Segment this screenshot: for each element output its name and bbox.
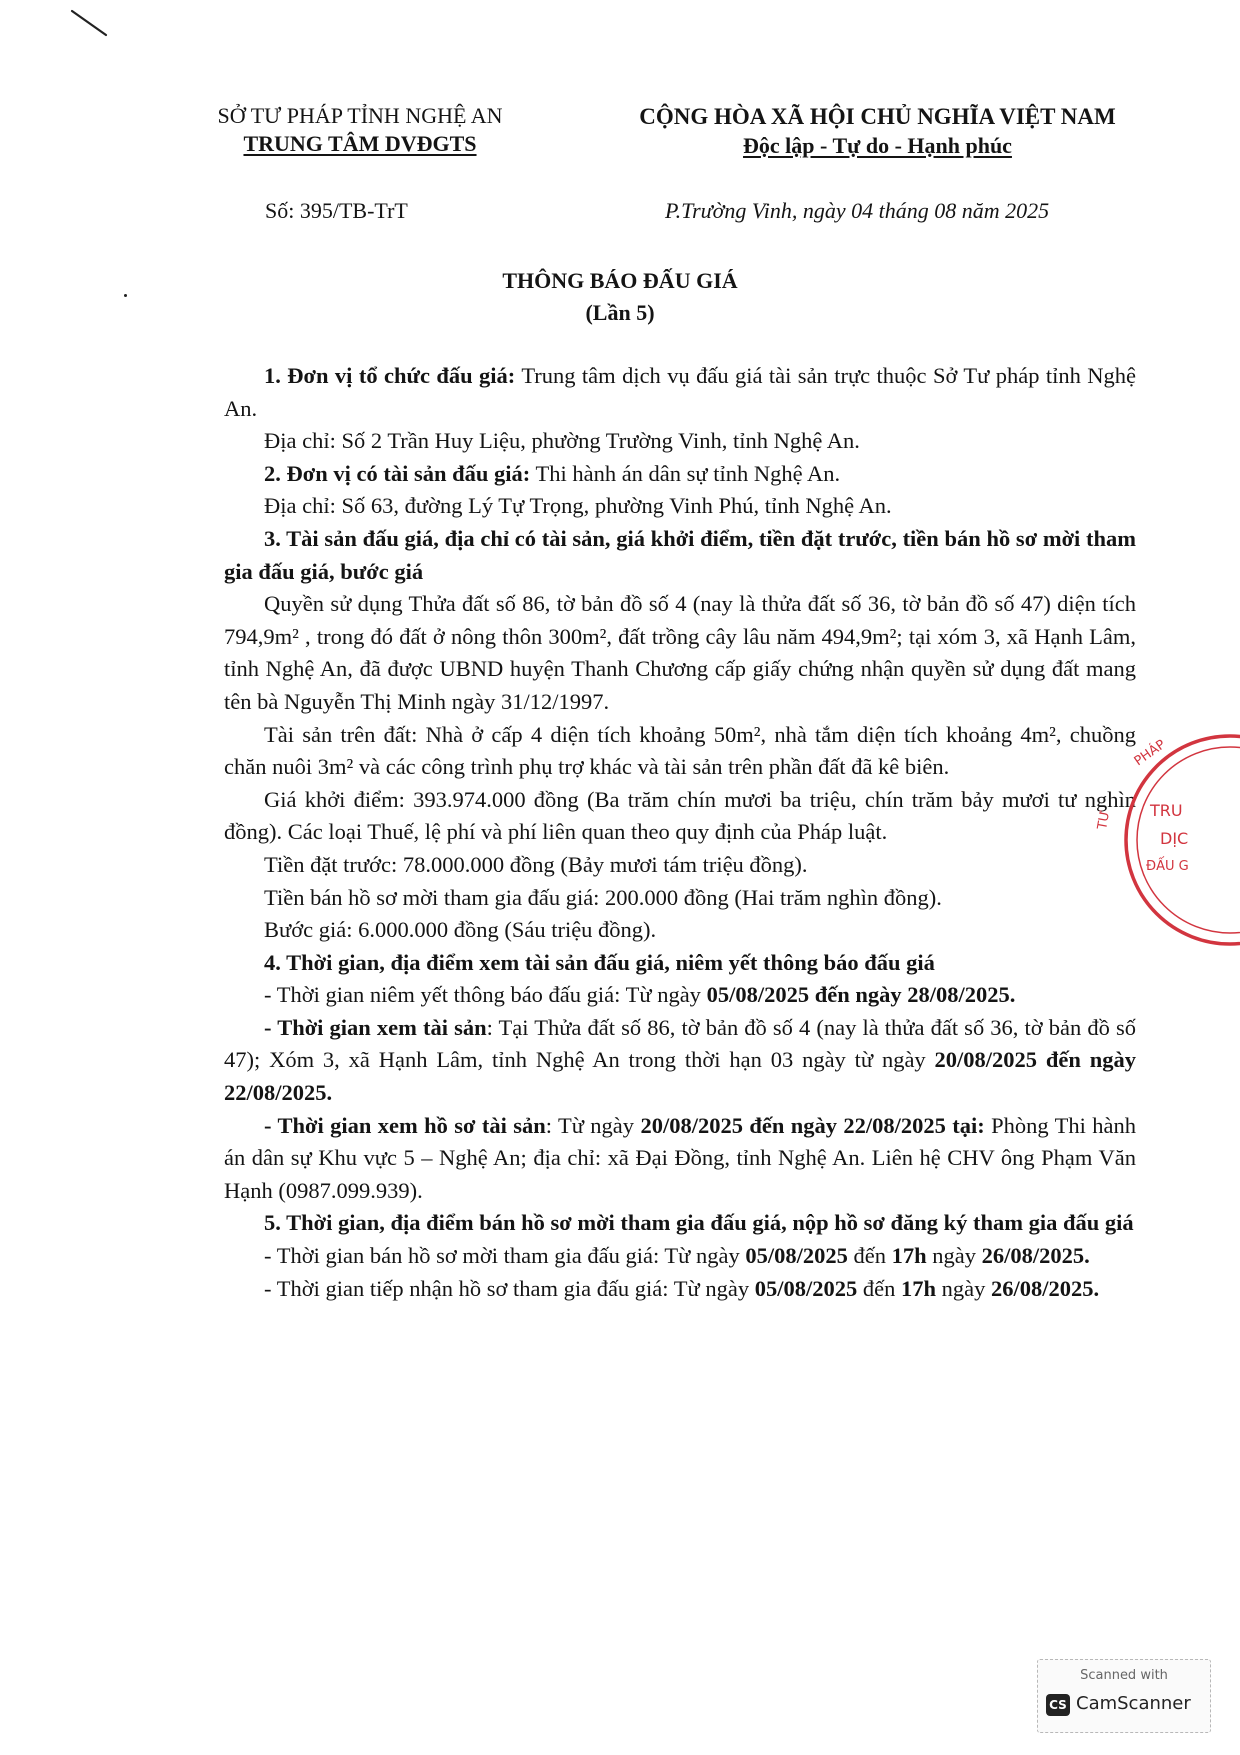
viewing-dossier-location: Phòng Thi hành án dân sự Khu vực 5 – Nghệ An; địa chỉ: xã Đại Đồng, tỉnh Nghệ An. Liên hệ CHV ông Phạm Văn Hạnh (0987.099.939). bbox=[224, 1112, 1136, 1203]
viewing-dossier-period bbox=[224, 1110, 1136, 1208]
document-body bbox=[224, 360, 1136, 1305]
section-2-address: Địa chỉ: Số 63, đường Lý Tự Trọng, phường Vinh Phú, tỉnh Nghệ An. bbox=[264, 493, 892, 519]
document-number: Số: 395/TB-TrT bbox=[265, 198, 408, 223]
dossier-receipt-to: đến bbox=[857, 1275, 901, 1301]
country-name: CỘNG HÒA XÃ HỘI CHỦ NGHĨA VIỆT NAM bbox=[639, 104, 1116, 129]
dossier-receipt-end: 26/08/2025. bbox=[990, 1275, 1100, 1301]
viewing-asset-label: - Thời gian xem tài sản bbox=[264, 1014, 487, 1040]
section-4-heading: 4. Thời gian, địa điểm xem tài sản đấu giá, niêm yết thông báo đấu giá bbox=[264, 949, 935, 975]
svg-text:DỊC: DỊC bbox=[1160, 829, 1189, 848]
national-heading bbox=[585, 102, 1170, 160]
viewing-asset-text: : Tại Thửa đất số 86, tờ bản đồ số 4 (nay là thửa đất số 36, tờ bản đồ số 47); Xóm 3, xã Hạnh Lâm, tỉnh Nghệ An trong thời hạn 03 ngày từ ngày bbox=[224, 1014, 1136, 1073]
parent-agency: SỞ TƯ PHÁP TỈNH NGHỆ AN bbox=[217, 103, 503, 128]
svg-text:ĐẤU G: ĐẤU G bbox=[1146, 859, 1189, 874]
land-use-right-paragraph: Quyền sử dụng Thửa đất số 86, tờ bản đồ số 4 (nay là thửa đất số 36, tờ bản đồ số 47) diện tích 794,9m² , trong đó đất ở nông thôn 300m², đất trồng cây lâu năm 494,9m²; tại xóm 3, xã Hạnh Lâm, tỉnh Nghệ An, đã được UBND huyện Thanh Chương cấp giấy chứng nhận quyền sử dụng đất mang tên bà Nguyễn Thị Minh ngày 31/12/1997. bbox=[224, 591, 1136, 714]
dossier-fee-paragraph: Tiền bán hồ sơ mời tham gia đấu giá: 200.000 đồng (Hai trăm nghìn đồng). bbox=[264, 884, 942, 910]
viewing-asset-dates: 20/08/2025 đến ngày 22/08/2025. bbox=[224, 1047, 1137, 1106]
viewing-asset-period bbox=[224, 1012, 1136, 1110]
svg-text:TRU: TRU bbox=[1150, 801, 1183, 820]
agency-name: TRUNG TÂM DVĐGTS bbox=[243, 131, 477, 156]
dossier-sale-start: 05/08/2025 bbox=[745, 1243, 848, 1269]
dossier-receipt-start: 05/08/2025 bbox=[754, 1275, 858, 1301]
camscanner-logo-icon: CS bbox=[1046, 1694, 1070, 1716]
document-title: THÔNG BÁO ĐẤU GIÁ bbox=[502, 268, 738, 293]
deposit-paragraph: Tiền đặt trước: 78.000.000 đồng (Bảy mươi tám triệu đồng). bbox=[264, 851, 808, 877]
section-1-address: Địa chỉ: Số 2 Trần Huy Liệu, phường Trường Vinh, tỉnh Nghệ An. bbox=[264, 428, 860, 454]
dossier-sale-day-word: ngày bbox=[926, 1243, 982, 1269]
place-and-date: P.Trường Vinh, ngày 04 tháng 08 năm 2025 bbox=[665, 198, 1050, 223]
viewing-dossier-label: - Thời gian xem hồ sơ tài sản bbox=[264, 1112, 546, 1138]
section-1 bbox=[224, 360, 1136, 425]
bid-step-paragraph: Bước giá: 6.000.000 đồng (Sáu triệu đồng). bbox=[264, 917, 657, 943]
dossier-receipt-day-word: ngày bbox=[935, 1275, 991, 1301]
section-3-heading: 3. Tài sản đấu giá, địa chỉ có tài sản, giá khởi điểm, tiền đặt trước, tiền bán hồ sơ mời tham gia đấu giá, bước giá bbox=[224, 525, 1136, 584]
document-subtitle: (Lần 5) bbox=[585, 300, 655, 325]
svg-text:TƯ: TƯ bbox=[1095, 809, 1114, 831]
starting-price-paragraph: Giá khởi điểm: 393.974.000 đồng (Ba trăm chín mươi ba triệu, chín trăm bảy mươi tư nghìn đồng). Các loại Thuế, lệ phí và phí liên quan theo quy định của Pháp luật. bbox=[224, 786, 1136, 845]
posting-period-label: - Thời gian niêm yết thông báo đấu giá: Từ ngày bbox=[264, 982, 707, 1008]
assets-on-land-paragraph: Tài sản trên đất: Nhà ở cấp 4 diện tích khoảng 50m², nhà tắm diện tích khoảng 4m², chuồng chăn nuôi 3m² và các công trình phụ trợ khác và tài sản trên phần đất đã kê biên. bbox=[224, 721, 1136, 780]
dossier-sale-hour: 17h bbox=[891, 1243, 927, 1269]
posting-period-dates: 05/08/2025 đến ngày 28/08/2025. bbox=[706, 982, 1016, 1008]
national-motto: Độc lập - Tự do - Hạnh phúc bbox=[743, 133, 1012, 158]
camscanner-brand: CamScanner bbox=[1076, 1693, 1191, 1714]
dossier-sale-end: 26/08/2025. bbox=[981, 1243, 1090, 1269]
dossier-receipt-label: - Thời gian tiếp nhận hồ sơ tham gia đấu giá: Từ ngày bbox=[264, 1275, 755, 1301]
camscanner-watermark bbox=[1037, 1659, 1211, 1733]
section-2-label: 2. Đơn vị có tài sản đấu giá: bbox=[264, 460, 531, 486]
section-2 bbox=[224, 458, 1136, 491]
dossier-sale-period bbox=[224, 1240, 1136, 1273]
dossier-receipt-hour: 17h bbox=[900, 1275, 936, 1301]
dossier-sale-to: đến bbox=[847, 1243, 892, 1269]
section-2-text: Thi hành án dân sự tỉnh Nghệ An. bbox=[530, 460, 841, 486]
svg-text:PHÁP: PHÁP bbox=[1131, 737, 1169, 770]
section-1-label: 1. Đơn vị tổ chức đấu giá: bbox=[264, 363, 516, 388]
dossier-sale-label: - Thời gian bán hồ sơ mời tham gia đấu giá: Từ ngày bbox=[264, 1243, 746, 1269]
viewing-dossier-dates: 20/08/2025 đến ngày 22/08/2025 tại: bbox=[640, 1112, 985, 1138]
dossier-receipt-period bbox=[224, 1273, 1136, 1306]
red-stamp-seal bbox=[1080, 730, 1240, 950]
scanned-with-text: Scanned with bbox=[1080, 1668, 1168, 1683]
issuing-organization bbox=[175, 102, 545, 158]
viewing-dossier-from: : Từ ngày bbox=[545, 1112, 641, 1138]
section-5-heading: 5. Thời gian, địa điểm bán hồ sơ mời tham gia đấu giá, nộp hồ sơ đăng ký tham gia đấu giá bbox=[264, 1210, 1134, 1236]
pen-stroke-mark bbox=[70, 8, 110, 38]
posting-period bbox=[224, 979, 1136, 1012]
section-1-text: Trung tâm dịch vụ đấu giá tài sản trực thuộc Sở Tư pháp tỉnh Nghệ An. bbox=[224, 363, 1136, 421]
